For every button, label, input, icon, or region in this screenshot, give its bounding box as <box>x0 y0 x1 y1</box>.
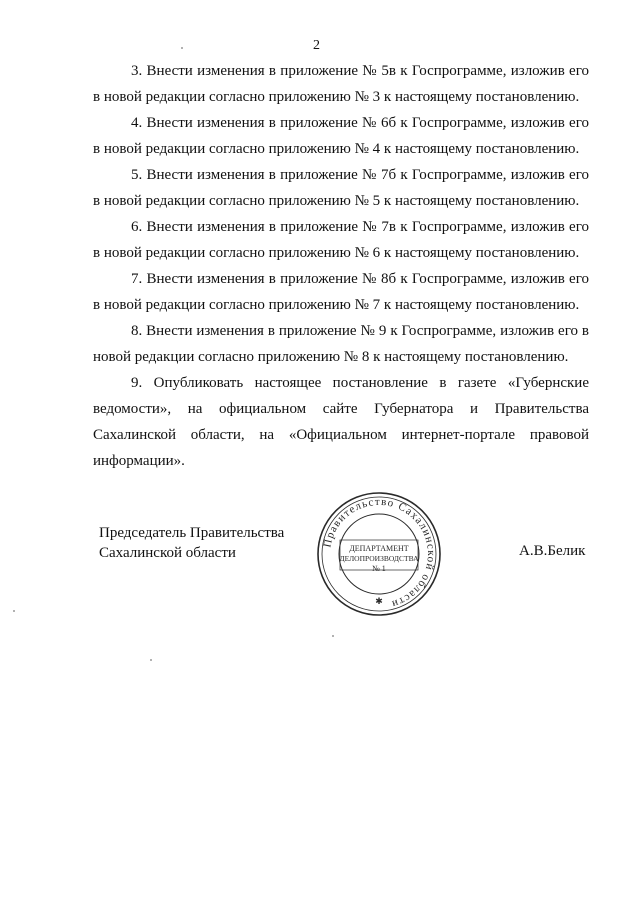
seal-center-line3: № 1 <box>372 564 386 573</box>
paragraph-item-7: 7. Внести изменения в приложение № 8б к Госпрограмме, изложив его в новой редакции согласно приложению № 7 к настоящему постановлению. <box>93 271 589 313</box>
signatory-name: А.В.Белик <box>519 543 586 559</box>
paragraph-item-4: 4. Внести изменения в приложение № 6б к Госпрограмме, изложив его в новой редакции согласно приложению № 4 к настоящему постановлению. <box>93 115 589 157</box>
official-seal-stamp <box>316 491 442 617</box>
signatory-position-line2: Сахалинской области <box>99 545 236 561</box>
paragraph-item-5: 5. Внести изменения в приложение № 7б к Госпрограмме, изложив его в новой редакции согласно приложению № 5 к настоящему постановлению. <box>93 167 589 209</box>
signatory-position <box>99 523 284 563</box>
seal-center-line1: ДЕПАРТАМЕНТ <box>349 544 409 553</box>
paragraph-item-9: 9. Опубликовать настоящее постановление в газете «Губернские ведомости», на официальном сайте Губернатора и Правительства Сахалинской области, на «Официальном интернет-портале правовой информации». <box>93 375 589 469</box>
seal-center-line2: ДЕЛОПРОИЗВОДСТВА <box>339 554 419 563</box>
signatory-position-line1: Председатель Правительства <box>99 525 285 541</box>
seal-star-icon: ✱ <box>375 597 383 607</box>
paragraph-item-8: 8. Внести изменения в приложение № 9 к Госпрограмме, изложив его в новой редакции согласно приложению № 8 к настоящему постановлению. <box>93 323 589 365</box>
paragraph-item-3: 3. Внести изменения в приложение № 5в к Госпрограмме, изложив его в новой редакции согласно приложению № 3 к настоящему постановлению. <box>93 63 589 105</box>
scan-speck <box>181 47 183 49</box>
scan-speck <box>150 659 152 661</box>
seal-ring-text: Правительство Сахалинской области <box>321 495 438 611</box>
paragraph-item-6: 6. Внести изменения в приложение № 7в к Госпрограмме, изложив его в новой редакции согласно приложению № 6 к настоящему постановлению. <box>93 219 589 261</box>
scan-speck <box>13 610 15 612</box>
page-number: 2 <box>313 38 320 53</box>
document-body <box>93 58 589 474</box>
scan-speck <box>332 635 334 637</box>
